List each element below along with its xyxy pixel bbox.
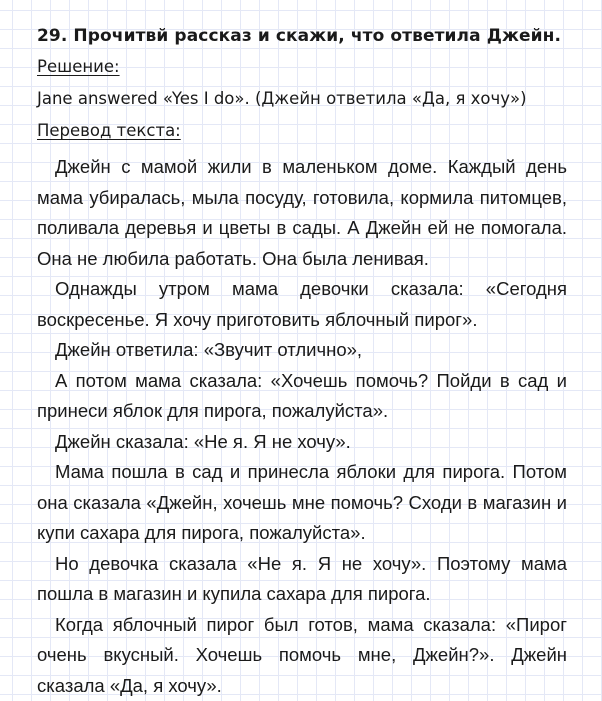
- paragraph: Джейн ответила: «Звучит отлично»,: [37, 335, 567, 366]
- paragraph: Но девочка сказала «Не я. Я не хочу». Поэтому мама пошла в магазин и купила сахара для пирога.: [37, 549, 567, 610]
- paragraph: А потом мама сказала: «Хочешь помочь? Пойди в сад и принеси яблок для пирога, пожалуйста».: [37, 366, 567, 427]
- paragraph: Джейн сказала: «Не я. Я не хочу».: [37, 427, 567, 458]
- paragraph: Когда яблочный пирог был готов, мама сказала: «Пирог очень вкусный. Хочешь помочь мне, Джейн?». Джейн сказала «Да, я хочу».: [37, 610, 567, 701]
- solution-label: Решение:: [37, 57, 567, 77]
- exercise-title: 29. Прочитвй рассказ и скажи, что ответила Джейн.: [37, 26, 567, 46]
- paragraph: Мама пошла в сад и принесла яблоки для пирога. Потом она сказала «Джейн, хочешь мне помочь? Сходи в магазин и купи сахара для пирога, пожалуйста».: [37, 457, 567, 549]
- answer-text: Jane answered «Yes I do». (Джейн ответила «Да, я хочу»): [37, 89, 567, 109]
- paragraph: Однажды утром мама девочки сказала: «Сегодня воскресенье. Я хочу приготовить яблочный пирог».: [37, 274, 567, 335]
- translation-label: Перевод текста:: [37, 121, 567, 141]
- paragraph: Джейн с мамой жили в маленьком доме. Каждый день мама убиралась, мыла посуду, готовила, кормила питомцев, поливала деревья и цветы в сады. А Джейн ей не помогала. Она не любила работать. Она была ленивая.: [37, 152, 567, 274]
- translation-text: [37, 152, 567, 701]
